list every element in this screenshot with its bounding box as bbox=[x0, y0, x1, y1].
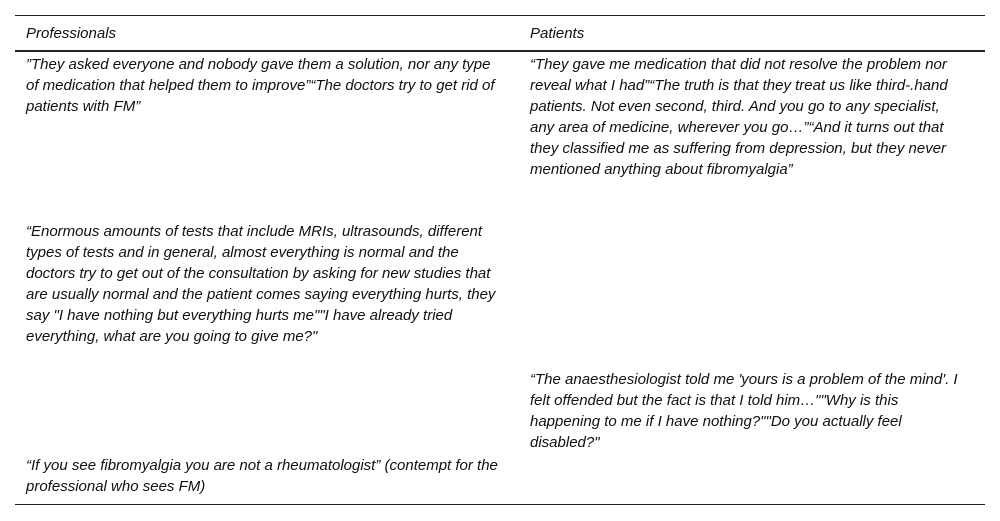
table-header bbox=[15, 16, 985, 52]
professionals-quote: ”They asked everyone and nobody gave them a solution, nor any type of medication that helped them to improve”“The doctors try to get rid of patients with FM” bbox=[26, 56, 495, 115]
header-row bbox=[15, 16, 985, 52]
table-row bbox=[15, 369, 985, 455]
professionals-quote: “If you see fibromyalgia you are not a rheumatologist” (contempt for the professional who sees FM) bbox=[26, 457, 498, 495]
header-professionals: Professionals bbox=[26, 25, 117, 42]
table-row bbox=[15, 221, 985, 369]
professionals-quote: “Enormous amounts of tests that include MRIs, ultrasounds, different types of tests and in general, almost everything is normal and the doctors try to get out of the consultation by asking for new studies that are usually normal and the patient comes saying everything hurts, they say "I have nothing but everything hurts me""I have already tried everything, what are you going to give me?" bbox=[26, 223, 496, 345]
patients-quote: “They gave me medication that did not resolve the problem nor reveal what I had”“The truth is that they treat us like third-.hand patients. Not even second, third. And you go to any specialist, any area of medicine, wherever you go…”“And it turns out that they classified me as suffering from depression, but they never mentioned anything about fibromyalgia” bbox=[530, 56, 948, 178]
professionals-quote bbox=[15, 369, 519, 455]
patients-quote: “The anaesthesiologist told me 'yours is a problem of the mind'. I felt offended but the fact is that I told him…""Why is this happening to me if I have nothing?""Do you actually feel disabled?" bbox=[530, 371, 958, 451]
table-body bbox=[15, 51, 985, 505]
table-row bbox=[15, 455, 985, 505]
patients-quote bbox=[519, 455, 985, 505]
header-patients: Patients bbox=[530, 25, 585, 42]
quotes-table bbox=[15, 15, 985, 505]
patients-quote bbox=[519, 221, 985, 369]
table-row bbox=[15, 51, 985, 221]
